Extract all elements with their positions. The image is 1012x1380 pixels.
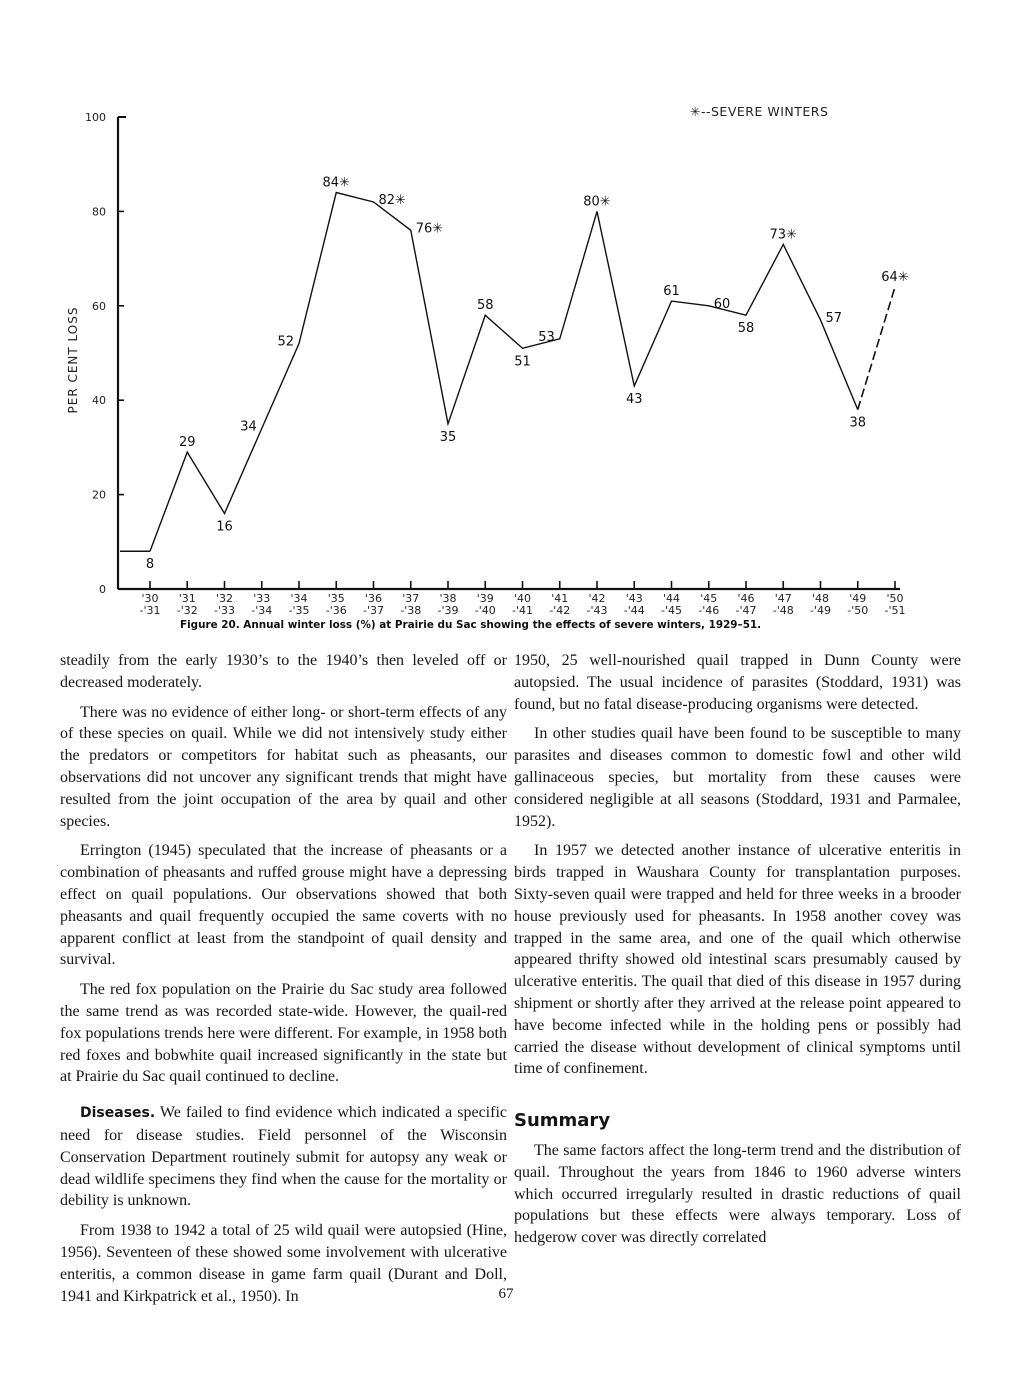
- y-axis-label: PER CENT LOSS: [66, 306, 80, 414]
- x-tick-label-bottom: -'47: [735, 604, 757, 617]
- x-tick-label-bottom: -'49: [810, 604, 831, 617]
- x-tick-label-top: '31: [178, 592, 196, 605]
- x-tick-label-bottom: -'34: [251, 604, 273, 617]
- x-tick-label-bottom: -'43: [586, 604, 608, 617]
- data-label: 61: [663, 284, 680, 300]
- x-tick-label-top: '47: [774, 592, 792, 605]
- section-heading-diseases: Diseases.: [80, 1105, 156, 1122]
- x-tick-label-top: '46: [737, 592, 755, 605]
- x-tick-label-top: '50: [886, 592, 904, 605]
- x-tick-label-top: '38: [439, 592, 457, 605]
- paragraph: In other studies quail have been found to be susceptible to many parasites and diseases common to domestic fowl and other wild gallinaceous species, but mortality from these causes were considered negligible at all seasons (Stoddard, 1931 and Parmalee, 1952).: [514, 725, 961, 830]
- data-label: 82✳: [378, 192, 406, 208]
- figure-caption: Figure 20. Annual winter loss (%) at Prairie du Sac showing the effects of severe winters, 1929–51.: [180, 619, 762, 631]
- page-number: 67: [498, 1286, 514, 1302]
- paragraph: steadily from the early 1930’s to the 1940’s then leveled off or decreased moderately.: [60, 652, 507, 691]
- x-tick-label-bottom: -'31: [139, 604, 161, 617]
- paragraph: In 1957 we detected another instance of ulcerative enteritis in birds trapped in Waushara County for transplantation purposes. Sixty-seven quail were trapped and held for three weeks in a brooder house previously used for pheasants. In 1958 another covey was trapped in the same area, and one of the quail which otherwise appeared thrifty showed old intestinal scars presumably caused by ulcerative enteritis. The quail that died of this disease in 1957 during shipment or shortly after they arrived at the release point appeared to have become infected while in the holding pens or possibly had carried the disease without development of clinical symptoms until time of confinement.: [514, 842, 961, 1078]
- paragraph: The same factors affect the long-term trend and the distribution of quail. Throughout the years from 1846 to 1960 adverse winters which occurred irregularly resulted in drastic reductions of quail populations but these effects were always temporary. Loss of hedgerow cover was directly correlated: [514, 1141, 961, 1247]
- data-label: 58: [737, 321, 755, 337]
- x-tick-label-bottom: -'37: [363, 604, 384, 617]
- x-tick-label-bottom: -'41: [512, 604, 533, 617]
- paragraph: From 1938 to 1942 a total of 25 wild quail were autopsied (Hine, 1956). Seventeen of these showed some involvement with ulcerative enteritis, a common disease in game farm quail (Durant and Doll, 1941 and Kirkpatrick et al., 1950). In: [60, 1222, 507, 1305]
- paragraph: The red fox population on the Prairie du Sac study area followed the same trend as was recorded state-wide. However, the quail-red fox populations trends here were different. For example, in 1958 both red foxes and bobwhite quail increased significantly in the state but at Prairie du Sac quail continued to decline.: [60, 981, 507, 1086]
- data-label: 8: [145, 557, 155, 573]
- x-tick-label-top: '32: [215, 592, 234, 605]
- x-tick-label-bottom: -'46: [698, 604, 720, 617]
- right-column: [514, 650, 961, 1257]
- paragraph: 1950, 25 well-nourished quail trapped in Dunn County were autopsied. The usual incidence of parasites (Stoddard, 1931) was found, but no fatal disease-producing organisms were detected.: [514, 652, 961, 713]
- y-tick-label: 100: [85, 111, 106, 124]
- x-tick-label-bottom: -'40: [474, 604, 496, 617]
- data-label: 80✳: [583, 194, 611, 210]
- x-tick-label-top: '35: [327, 592, 345, 605]
- x-tick-label-bottom: -'51: [884, 604, 906, 617]
- data-label: 16: [216, 519, 233, 535]
- data-label: 60: [713, 296, 731, 312]
- data-label: 57: [825, 310, 843, 326]
- x-tick-label-top: '30: [141, 592, 159, 605]
- x-tick-label-bottom: -'50: [847, 604, 869, 617]
- x-tick-label-top: '37: [402, 592, 420, 605]
- chart-axes: [85, 111, 906, 617]
- series-line: [150, 193, 858, 552]
- data-label: 29: [178, 435, 196, 451]
- x-tick-label-top: '33: [253, 592, 271, 605]
- section-heading-summary: Summary: [514, 1110, 611, 1132]
- x-tick-label-top: '43: [625, 592, 643, 605]
- x-tick-label-top: '44: [662, 592, 681, 605]
- data-label: 51: [514, 354, 531, 370]
- data-label: 38: [849, 415, 867, 431]
- x-tick-label-top: '48: [811, 592, 830, 605]
- paragraph-diseases: [60, 1102, 507, 1212]
- x-tick-label-top: '36: [364, 592, 383, 605]
- data-label: 43: [625, 392, 643, 408]
- x-tick-label-top: '40: [513, 592, 532, 605]
- data-label: 52: [277, 334, 294, 350]
- chart-marks: [120, 176, 909, 573]
- x-tick-label-top: '39: [476, 592, 494, 605]
- data-label: 35: [439, 429, 457, 445]
- data-label: 64✳: [881, 269, 909, 285]
- paragraph: Errington (1945) speculated that the increase of pheasants or a combination of pheasants and ruffed grouse might have a depressing effect on quail populations. Our observations showed that both pheasants and quail frequently occupied the same coverts with no apparent conflict at least from the standpoint of quail density and survival.: [60, 842, 507, 969]
- data-label: 76✳: [415, 221, 444, 237]
- left-column: [60, 650, 507, 1315]
- x-tick-label-bottom: -'35: [288, 604, 310, 617]
- y-tick-label: 20: [92, 488, 106, 502]
- y-tick-label: 60: [92, 299, 106, 313]
- data-label: 84✳: [322, 175, 350, 191]
- data-label: 73✳: [769, 227, 797, 243]
- x-tick-label-top: '34: [290, 592, 308, 605]
- x-tick-label-top: '49: [849, 592, 867, 605]
- x-tick-label-top: '42: [588, 592, 606, 605]
- y-tick-label: 80: [92, 205, 106, 219]
- legend-severe-winters: ✳--SEVERE WINTERS: [690, 104, 829, 119]
- x-tick-label-bottom: -'48: [772, 604, 794, 617]
- x-tick-label-bottom: -'39: [437, 604, 459, 617]
- winter-loss-chart: [0, 0, 1012, 640]
- paragraph-text: We failed to find evidence which indicated a specific need for disease studies. Field personnel of the Wisconsin Conservation Department routinely submit for autopsy any weak or dead wildlife specimens they find when the cause for the mortality or debility is unknown.: [60, 1104, 507, 1210]
- x-tick-label-bottom: -'36: [325, 604, 347, 617]
- data-label: 34: [240, 419, 257, 435]
- x-tick-label-bottom: -'33: [214, 604, 235, 617]
- x-tick-label-top: '41: [551, 592, 569, 605]
- data-label: 53: [538, 329, 555, 345]
- paragraph: There was no evidence of either long- or short-term effects of any of these species on quail. While we did not intensively study either the predators or competitors for habitat such as pheasants, our observations did not uncover any significant trends that might have resulted from the joint occupation of the area by quail and other species.: [60, 703, 507, 830]
- data-label: 58: [476, 298, 494, 314]
- x-tick-label-bottom: -'45: [661, 604, 682, 617]
- x-tick-label-bottom: -'42: [549, 604, 571, 617]
- y-tick-label: 0: [99, 583, 106, 596]
- y-tick-label: 40: [92, 394, 106, 408]
- x-tick-label-bottom: -'32: [176, 604, 198, 617]
- series-line-last-segment: [858, 287, 895, 410]
- x-tick-label-bottom: -'38: [400, 604, 422, 617]
- x-tick-label-bottom: -'44: [623, 604, 645, 617]
- x-tick-label-top: '45: [700, 592, 718, 605]
